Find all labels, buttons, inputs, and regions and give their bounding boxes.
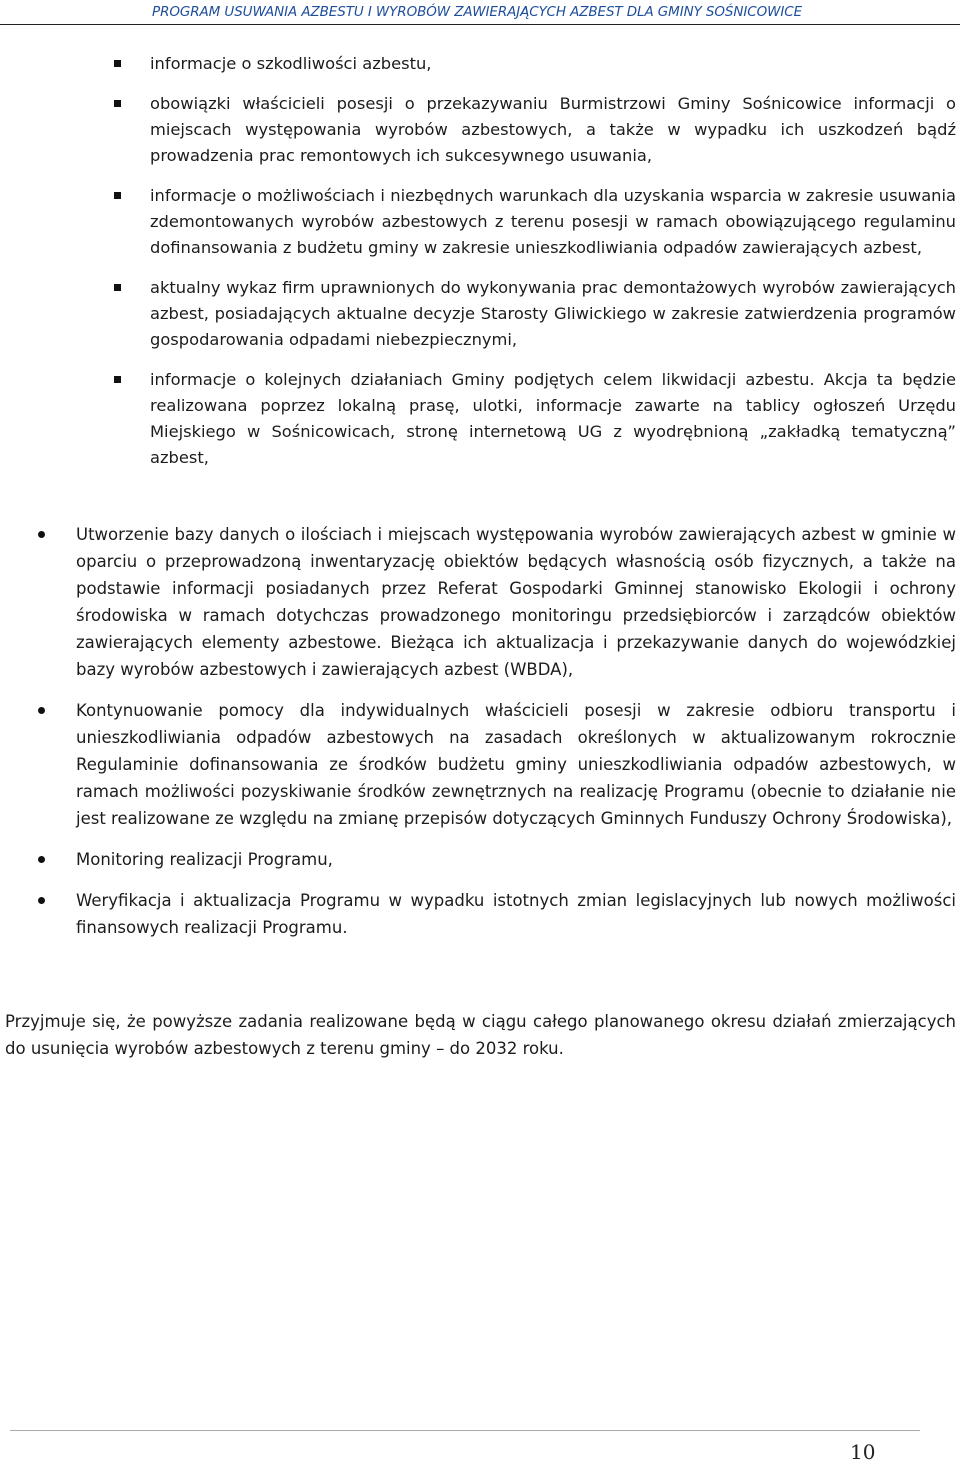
task-item-text: Utworzenie bazy danych o ilościach i miejscach występowania wyrobów zawierających azbest w gminie w oparciu o przeprowadzoną inwentaryzację obiektów będących własnością osób fizycznych, a także na podstawie informacji posiadanych przez Referat Gospodarki Gminnej stanowisko Ekologii i ochrony środowiska w ramach dotychczas prowadzonego monitoringu przedsiębiorców i zarządców obiektów zawierających elementy azbestowe. Bieżąca ich aktualizacja i przekazywanie danych do wojewódzkiej bazy wyrobów azbestowych i zawierających azbest (WBDA), <box>76 525 956 679</box>
list-item-text: informacje o kolejnych działaniach Gminy podjętych celem likwidacji azbestu. <box>150 370 815 389</box>
task-item <box>36 697 956 832</box>
list-item-text: informacje o szkodliwości azbestu, <box>150 54 432 73</box>
task-item <box>36 521 956 683</box>
square-bullet-icon <box>114 376 121 383</box>
page-header <box>0 0 960 24</box>
square-bullet-icon <box>114 192 121 199</box>
square-bullet-icon <box>114 60 121 67</box>
list-item <box>110 275 956 353</box>
footer-divider <box>10 1430 920 1431</box>
task-item <box>36 887 956 941</box>
task-item <box>36 846 956 873</box>
round-bullet-icon <box>38 531 45 538</box>
header-divider <box>0 24 960 25</box>
task-item-text: Kontynuowanie pomocy dla indywidualnych właścicieli posesji w zakresie odbioru transportu i unieszkodliwiania odpadów azbestowych na zasadach określonych w aktualizowanym rokrocznie Regulaminie dofinansowania ze środków budżetu gminy unieszkodliwiania odpadów azbestowych, w ramach możliwości pozyskiwanie środków zewnętrznych na realizację Programu (obecnie to działanie nie jest realizowane ze względu na zmianę przepisów dotyczących Gminnych Funduszy Ochrony Środowiska), <box>76 701 956 828</box>
round-bullet-icon <box>38 897 45 904</box>
list-item-text: aktualny wykaz firm uprawnionych do wykonywania prac demontażowych wyrobów zawierających azbest, posiadających aktualne decyzje Starosty Gliwickiego w zakresie zatwierdzenia programów gospodarowania odpadami niebezpiecznymi, <box>150 278 956 349</box>
list-item-text: informacje o możliwościach i niezbędnych warunkach dla uzyskania wsparcia w zakresie usuwania zdemontowanych wyrobów azbestowych z terenu posesji w ramach obowiązującego regulaminu dofinansowania z budżetu gminy w zakresie unieszkodliwiania odpadów zawierających azbest, <box>150 186 956 257</box>
list-item <box>110 91 956 169</box>
square-bullet-icon <box>114 100 121 107</box>
list-item <box>110 367 956 471</box>
task-item-text: Monitoring realizacji Programu, <box>76 850 333 869</box>
task-item-text: Weryfikacja i aktualizacja Programu w wypadku istotnych zmian legislacyjnych lub nowych możliwości finansowych realizacji Programu. <box>76 891 956 937</box>
tasks-list <box>36 521 956 955</box>
page-number: 10 <box>850 1440 876 1464</box>
round-bullet-icon <box>38 707 45 714</box>
header-title: PROGRAM USUWANIA AZBESTU I WYROBÓW ZAWIERAJĄCYCH AZBEST DLA GMINY SOŚNICOWICE <box>152 4 802 20</box>
list-item <box>110 183 956 261</box>
closing-paragraph: Przyjmuje się, że powyższe zadania realizowane będą w ciągu całego planowanego okresu działań zmierzających do usunięcia wyrobów azbestowych z terenu gminy – do 2032 roku. <box>5 1012 956 1058</box>
information-sublist <box>110 51 956 471</box>
list-item-text: obowiązki właścicieli posesji o przekazywaniu Burmistrzowi Gminy Sośnicowice informacji o miejscach występowania wyrobów azbestowych, a także w wypadku ich uszkodzeń bądź prowadzenia prac remontowych ich sukcesywnego usuwania, <box>150 94 956 165</box>
list-item <box>110 51 956 77</box>
square-bullet-icon <box>114 284 121 291</box>
list-item-continuation: Akcja ta będzie realizowana poprzez lokalną prasę, ulotki, informacje zawarte na tablicy ogłoszeń Urzędu Miejskiego w Sośnicowicach, stronę internetową UG z wyodrębnioną „zakładką tematyczną” azbest, <box>150 370 956 467</box>
round-bullet-icon <box>38 856 45 863</box>
